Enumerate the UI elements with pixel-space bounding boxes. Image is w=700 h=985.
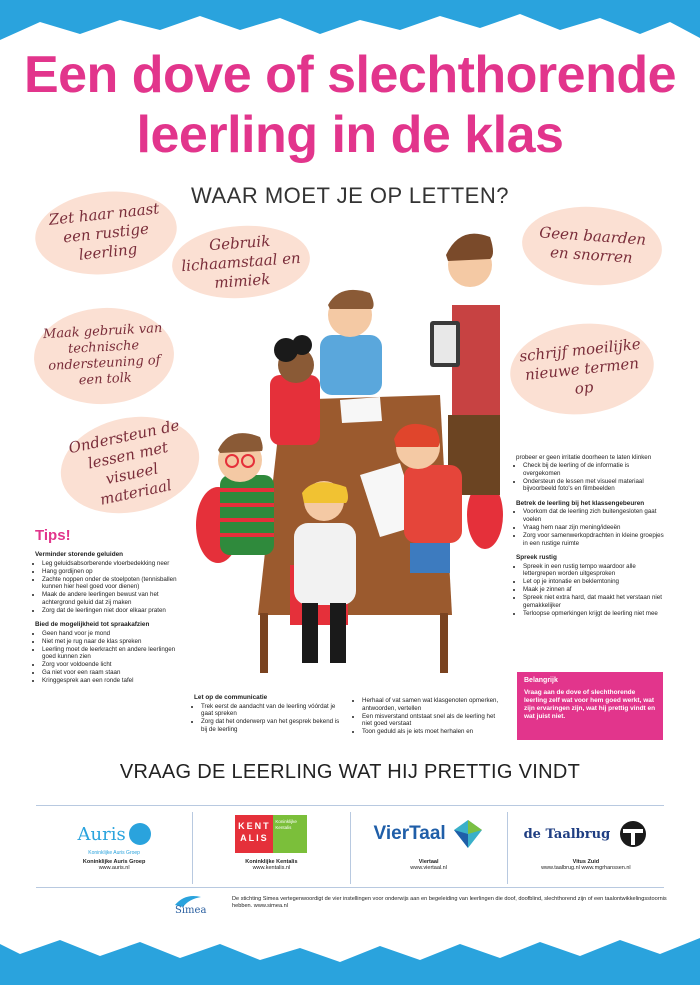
tip-item: • Maak de andere leerlingen bewust van het achtergrond geluid dat zij maken [42,591,185,606]
tip-item: • Ondersteun de lessen met visueel materiaal bijvoorbeeld foto's en filmbeelden [523,478,666,493]
tips-column-3 [355,697,505,736]
viertaal-logo [351,812,507,856]
org-url: www.auris.nl [98,865,130,871]
tip-item: • Voorkom dat de leerling zich buitengesloten gaat voelen [523,508,666,523]
tip-item: • Geen hand voor je mond [42,630,185,638]
divider-bottom [36,887,664,888]
auris-emblem-icon [129,823,151,845]
bubble-naast-rustige-leerling: Zet haar naast een rustige leerling [31,185,181,281]
classroom-illustration [190,225,530,675]
tip-item: • Maak je zinnen af [523,586,666,594]
org-viertaal [350,812,507,884]
org-auris [36,812,192,884]
auris-logo-text: Auris [77,823,126,845]
tips-column-1 [35,547,185,685]
viertaal-logo-text: VierTaal [373,823,446,844]
org-url: www.taalbrug.nl www.mgrhanssen.nl [541,865,631,871]
kentalis-logo-sub: Koninklijke Kentalis [273,815,307,853]
tip-item: • Zorg voor samenwerkopdrachten in kleine groepjes in een rustige ruimte [523,532,666,547]
tip-item: • Leg geluidsabsorberende vloerbedekking neer [42,560,185,568]
tip-item: • Zachte noppen onder de stoelpoten (tennisballen kunnen hier heel goed voor dienen) [42,576,185,591]
tip-item: • Ga niet voor een raam staan [42,669,185,677]
tip-item: • Spreek niet extra hard, dat maakt het verstaan niet gemakkelijker [523,594,666,609]
tip-item: • Spreek in een rustig tempo waardoor alle lettergrepen worden uitgesproken [523,563,666,578]
belangrijk-text: Vraag aan de dove of slechthorende leerling zelf wat voor hem goed werkt, wat zijn ervaringen zijn, wat hij prettig vindt en wat juist niet. [524,689,656,720]
tips-column-2 [194,690,344,734]
org-name: Viertaal [418,859,439,865]
vitus-emblem-icon [618,819,648,849]
poster-title [0,45,700,165]
bubble-moeilijke-termen: schrijf moeilijke nieuwe termen op [506,317,659,422]
title-line-2: leerling in de klas [136,106,564,164]
org-kentalis [192,812,349,884]
tips-section-heading: Bied de mogelijkheid tot spraakafzien [35,621,150,629]
tip-item: • Leerling moet de leerkracht en andere leerlingen goed kunnen zien [42,646,185,661]
tips-section-heading: Verminder storende geluiden [35,551,124,558]
tip-item: • Check bij de leerling of de informatie is overgekomen [523,462,666,477]
org-name: Koninklijke Kentalis [245,859,298,865]
poster-subtitle: WAAR MOET JE OP LETTEN? [191,183,509,208]
belangrijk-box [517,672,663,740]
bubble-baarden-snorren: Geen baarden en snorren [519,202,664,290]
bottom-wave-decoration [0,910,700,985]
tips-section-heading: Betrek de leerling bij het klassengebeuren [516,499,645,507]
simea-logo-text: Simea [175,905,207,916]
tip-item: • Niet met je rug naar de klas spreken [42,638,185,646]
tip-item: • Kringgesprek aan een ronde tafel [42,677,185,685]
org-url: www.kentalis.nl [252,865,291,871]
org-name: Vitus Zuid [572,859,600,865]
bubble-technische-ondersteuning: Maak gebruik van technische ondersteuning of een tolk [32,304,177,407]
tip-item: • Zorg dat de leerlingen niet door elkaar praten [42,607,185,615]
auris-logo-sub: Koninklijke Auris Groep [88,850,140,856]
tip-item: • Zorg voor voldoende licht [42,661,185,669]
tip-item: • Herhaal of vat samen wat klasgenoten opmerken, antwoorden, vertellen [362,697,505,712]
divider-top [36,805,664,806]
bubble-lichaamstaal: Gebruik lichaamstaal en mimiek [170,221,313,302]
org-name: Koninklijke Auris Groep [82,859,146,865]
tip-item: • Zorg dat het onderwerp van het gesprek bekend is bij de leerling [201,718,344,733]
kentalis-logo [193,812,349,856]
org-url: www.viertaal.nl [410,865,447,871]
tips-column-4 [516,454,666,618]
tip-item: • Trek eerst de aandacht van de leerling vóórdat je gaat spreken [201,703,344,718]
tip-item: • Vraag hem naar zijn mening/ideeën [523,524,666,532]
tip-item: • Let op je intonatie en beklemtoning [523,578,666,586]
tips-section-heading: Spreek rustig [516,554,557,562]
bottom-slogan: VRAAG DE LEERLING WAT HIJ PRETTIG VINDT [119,761,581,783]
taalbrug-logo [508,812,664,856]
title-line-1: Een dove of slechthorende [23,46,677,104]
viertaal-emblem-icon [452,818,484,850]
tip-item: • Toon geduld als je iets moet herhalen en [362,728,505,736]
bubble-visueel-materiaal: Ondersteun de lessen met visueel materiaal [52,404,208,525]
tips-section-heading: Let op de communicatie [194,694,268,701]
kentalis-logo-text: KENTALIS [235,815,273,853]
taalbrug-logo-text: de Taalbrug [523,826,611,842]
simea-description: De stichting Simea vertegenwoordigt de vier instellingen voor onderwijs aan en begeleiding van leerlingen die doof, doofblind, slechthorend zijn of een taalontwikkelingsstoornis hebben. www.simea.nl [232,896,667,910]
tip-item: probeer er geen irritatie doorheen te laten klinken [516,454,652,461]
belangrijk-heading: Belangrijk [524,677,558,684]
tip-item: • Terloopse opmerkingen krijgt de leerling niet mee [523,610,666,618]
tip-item: • Een misverstand ontstaat snel als de leerling het niet goed verstaat [362,713,505,728]
org-taalbrug [507,812,664,884]
tip-item: • Hang gordijnen op [42,568,185,576]
tips-heading: Tips! [35,527,71,544]
organization-logos [36,812,664,884]
